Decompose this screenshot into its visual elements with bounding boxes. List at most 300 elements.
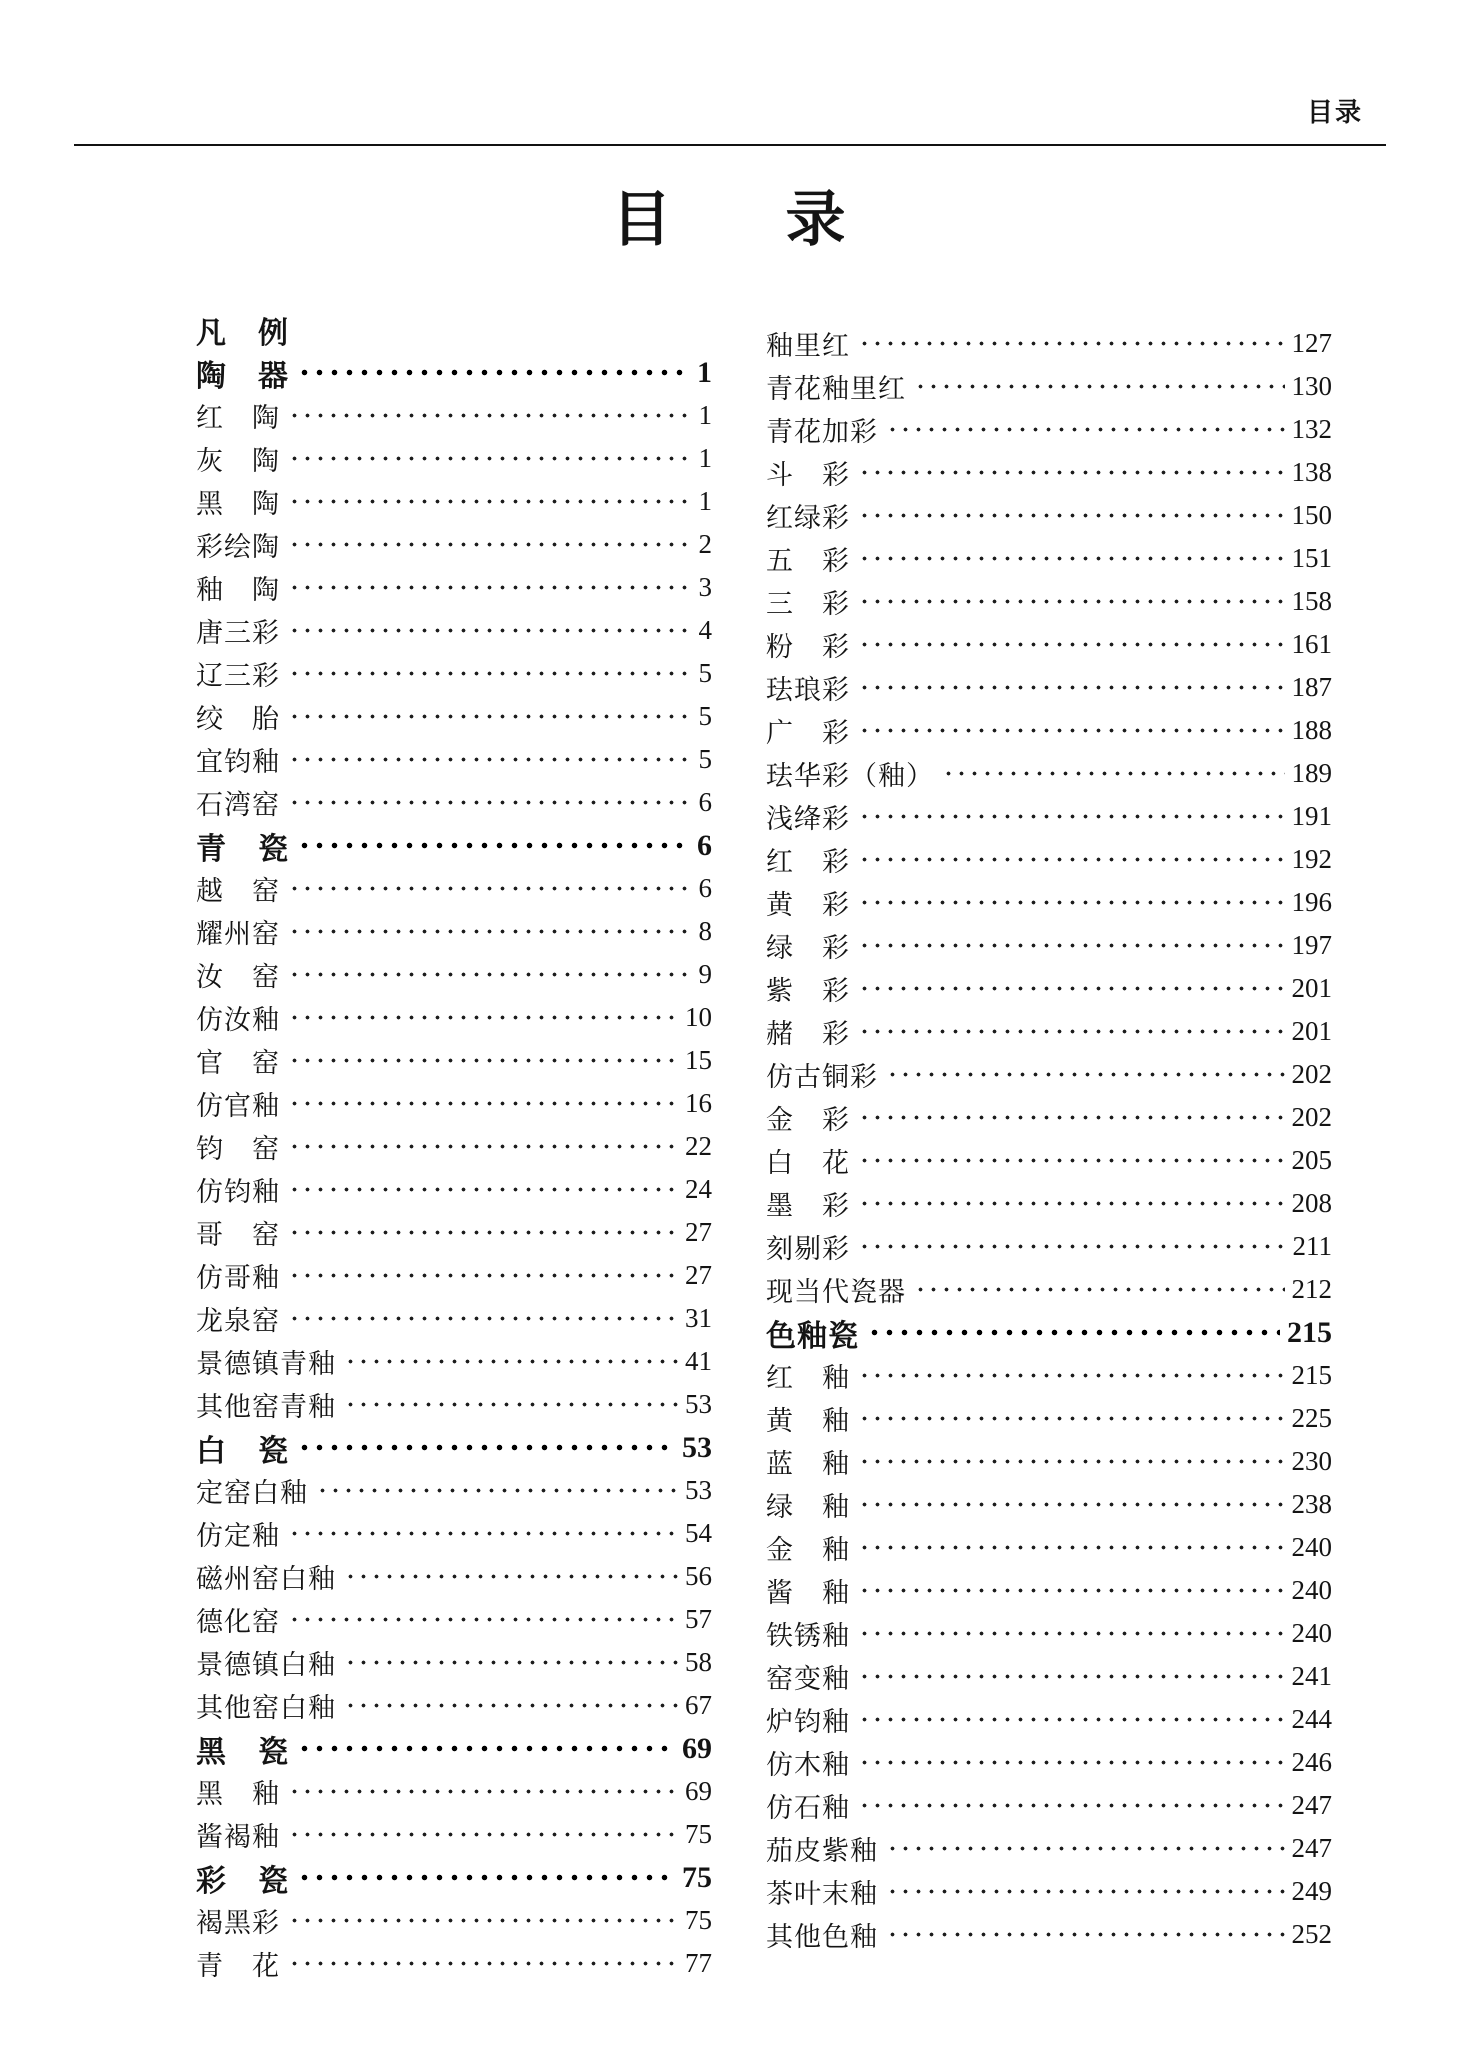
toc-entry [766,1569,1332,1612]
toc-entry-label: 陶 器 [196,359,289,393]
toc-entry-page: 205 [1291,1145,1332,1175]
dot-leader [858,666,1285,709]
toc-entry [196,480,712,523]
toc-entry [766,1526,1332,1569]
dot-leader [297,1727,675,1770]
toc-entry-page: 191 [1291,801,1332,831]
toc-entry [196,1598,712,1641]
dot-leader [297,824,690,867]
toc-entry-label: 龙泉窑 [196,1306,280,1336]
toc-entry-label: 刻剔彩 [766,1234,850,1264]
toc-entry [196,1813,712,1856]
toc-entry-page: 24 [685,1174,712,1204]
dot-leader [886,1870,1285,1913]
toc-entry-label: 景德镇青釉 [196,1349,336,1379]
toc-entry-page: 130 [1291,371,1332,401]
dot-leader [858,1569,1285,1612]
toc-entry-page: 1 [698,486,712,516]
toc-entry-page: 158 [1291,586,1332,616]
page-title: 目 录 [611,187,873,253]
dot-leader [344,1555,678,1598]
dot-leader [858,709,1285,752]
toc-entry [196,1684,712,1727]
toc-entry-label: 黑 陶 [196,489,280,519]
toc-entry-label: 仿汝釉 [196,1005,280,1035]
toc-entry [766,1139,1332,1182]
toc-entry-page: 75 [685,1819,712,1849]
toc-entry-label: 磁州窑白釉 [196,1564,336,1594]
toc-entry-label: 红绿彩 [766,503,850,533]
dot-leader [858,623,1285,666]
dot-leader [288,1899,678,1942]
dot-leader [297,1856,675,1899]
dot-leader [288,1942,678,1985]
toc-entry-label: 斗 彩 [766,460,850,490]
dot-leader [288,1813,678,1856]
toc-entry-label: 官 窑 [196,1048,280,1078]
toc-entry [196,1340,712,1383]
toc-entry [196,1039,712,1082]
dot-leader [288,566,692,609]
dot-leader [297,1426,675,1469]
toc-entry [196,996,712,1039]
toc-entry [766,1741,1332,1784]
toc-entry-page: 6 [697,828,712,862]
toc-entry-label: 凡 例 [196,316,289,350]
toc-entry [196,1555,712,1598]
toc-entry-label: 浅绛彩 [766,804,850,834]
dot-leader [288,738,692,781]
dot-leader [858,1440,1285,1483]
dot-leader [858,1225,1286,1268]
dot-leader [288,480,692,523]
dot-leader [858,1010,1285,1053]
toc-entry [196,1512,712,1555]
toc-entry-label: 茄皮紫釉 [766,1836,878,1866]
toc-entry-page: 230 [1291,1446,1332,1476]
toc-entry [196,1168,712,1211]
toc-entry-label: 茶叶末釉 [766,1879,878,1909]
toc-column-right [766,322,1332,1956]
toc-entry-page: 69 [685,1776,712,1806]
toc-entry-page: 57 [685,1604,712,1634]
dot-leader [858,1354,1285,1397]
toc-entry-page: 2 [698,529,712,559]
toc-entry [766,924,1332,967]
dot-leader [344,1383,678,1426]
toc-entry-page: 67 [685,1690,712,1720]
toc-entry [196,1254,712,1297]
toc-entry-page: 150 [1291,500,1332,530]
toc-entry [766,1182,1332,1225]
toc-entry-label: 现当代瓷器 [766,1277,906,1307]
dot-leader [858,1139,1285,1182]
toc-entry [766,666,1332,709]
toc-entry [766,1870,1332,1913]
toc-entry-page: 201 [1291,973,1332,1003]
toc-entry-label: 蓝 釉 [766,1449,850,1479]
dot-leader [288,1512,678,1555]
dot-leader [858,1784,1285,1827]
toc-entry-label: 红 彩 [766,847,850,877]
toc-entry [766,494,1332,537]
toc-entry [766,881,1332,924]
toc-entry [196,1727,712,1770]
toc-entry-page: 201 [1291,1016,1332,1046]
toc-entry-label: 褐黑彩 [196,1908,280,1938]
toc-entry [766,365,1332,408]
toc-entry-page: 3 [698,572,712,602]
dot-leader [858,580,1285,623]
toc-entry [766,1053,1332,1096]
toc-entry-page: 16 [685,1088,712,1118]
dot-leader [858,537,1285,580]
toc-entry-label: 紫 彩 [766,976,850,1006]
dot-leader [288,437,692,480]
toc-entry-label: 窑变釉 [766,1664,850,1694]
toc-entry [766,752,1332,795]
toc-entry-page: 138 [1291,457,1332,487]
dot-leader [858,881,1285,924]
toc-column-left [196,308,712,1985]
toc-entry-label: 酱 釉 [766,1578,850,1608]
dot-leader [942,752,1285,795]
toc-entry-page: 188 [1291,715,1332,745]
toc-entry-label: 仿哥釉 [196,1263,280,1293]
toc-entry-page: 53 [682,1430,712,1464]
toc-entry-label: 绿 釉 [766,1492,850,1522]
toc-entry-label: 白 瓷 [196,1434,289,1468]
toc-entry-label: 仿钧釉 [196,1177,280,1207]
toc-entry-label: 金 釉 [766,1535,850,1565]
toc-entry-label: 汝 窑 [196,962,280,992]
toc-entry [196,1770,712,1813]
dot-leader [858,967,1285,1010]
dot-leader [288,910,692,953]
toc-entry-label: 五 彩 [766,546,850,576]
toc-entry-page: 41 [685,1346,712,1376]
toc-entry-page: 8 [698,916,712,946]
dot-leader [316,1469,678,1512]
toc-entry-label: 仿木釉 [766,1750,850,1780]
toc-entry-label: 石湾窑 [196,790,280,820]
toc-entry-page: 161 [1291,629,1332,659]
toc-entry [196,1641,712,1684]
toc-entry [196,351,712,394]
dot-leader [914,1268,1285,1311]
toc-entry [196,437,712,480]
toc-entry [196,867,712,910]
toc-entry-page: 240 [1291,1618,1332,1648]
toc-entry-label: 青 瓷 [196,832,289,866]
toc-entry [196,1383,712,1426]
toc-entry-label: 德化窑 [196,1607,280,1637]
toc-entry-label: 黑 釉 [196,1779,280,1809]
toc-entry [196,824,712,867]
dot-leader [288,1125,678,1168]
dot-leader [288,1082,678,1125]
toc-entry-page: 5 [698,701,712,731]
toc-entry [766,795,1332,838]
toc-entry-label: 耀州窑 [196,919,280,949]
toc-entry-label: 粉 彩 [766,632,850,662]
toc-entry-label: 唐三彩 [196,618,280,648]
toc-entry-page: 211 [1292,1231,1332,1261]
dot-leader [858,1096,1285,1139]
toc-entry [766,322,1332,365]
toc-entry-label: 青 花 [196,1951,280,1981]
toc-entry-label: 彩绘陶 [196,532,280,562]
toc-entry [766,967,1332,1010]
toc-entry-page: 196 [1291,887,1332,917]
toc-entry [196,738,712,781]
toc-entry [196,308,712,351]
dot-leader [886,1827,1285,1870]
dot-leader [858,494,1285,537]
toc-entry-page: 69 [682,1731,712,1765]
toc-entry-label: 宜钧釉 [196,747,280,777]
toc-entry-page: 249 [1291,1876,1332,1906]
toc-entry-page: 208 [1291,1188,1332,1218]
toc-entry-page: 212 [1291,1274,1332,1304]
dot-leader [858,924,1285,967]
toc-entry-label: 色釉瓷 [766,1319,859,1353]
dot-leader [288,1297,678,1340]
toc-entry-page: 127 [1291,328,1332,358]
dot-leader [886,1913,1285,1956]
dot-leader [297,351,690,394]
toc-entry-label: 釉 陶 [196,575,280,605]
toc-entry-label: 越 窑 [196,876,280,906]
toc-entry-label: 铁锈釉 [766,1621,850,1651]
dot-leader [288,1598,678,1641]
toc-entry-page: 192 [1291,844,1332,874]
toc-entry [766,1913,1332,1956]
toc-entry-page: 1 [698,400,712,430]
toc-entry-page: 6 [698,787,712,817]
dot-leader [858,795,1285,838]
dot-leader [858,1612,1285,1655]
toc-entry-label: 红 陶 [196,403,280,433]
toc-entry [766,623,1332,666]
dot-leader [288,781,692,824]
toc-entry-page: 197 [1291,930,1332,960]
toc-entry-page: 75 [685,1905,712,1935]
toc-entry-label: 钧 窑 [196,1134,280,1164]
toc-entry [196,695,712,738]
toc-entry [766,1483,1332,1526]
toc-entry [766,1268,1332,1311]
toc-entry [766,1612,1332,1655]
toc-entry [766,1827,1332,1870]
toc-entry-label: 釉里红 [766,331,850,361]
toc-entry-page: 58 [685,1647,712,1677]
running-header: 目录 [1306,98,1363,127]
dot-leader [288,1770,678,1813]
toc-entry-label: 黄 彩 [766,890,850,920]
toc-entry [196,910,712,953]
toc-entry [196,1856,712,1899]
toc-entry [766,1698,1332,1741]
dot-leader [886,1053,1285,1096]
toc-entry-page: 9 [698,959,712,989]
toc-entry-label: 定窑白釉 [196,1478,308,1508]
dot-leader [344,1340,678,1383]
toc-entry-page: 5 [698,658,712,688]
toc-entry-page: 189 [1291,758,1332,788]
toc-entry-page: 53 [685,1475,712,1505]
toc-entry-page: 246 [1291,1747,1332,1777]
toc-entry [196,1297,712,1340]
toc-entry-label: 景德镇白釉 [196,1650,336,1680]
toc-entry-label: 珐琅彩 [766,675,850,705]
toc-entry [196,652,712,695]
toc-entry [766,1311,1332,1354]
dot-leader [858,1397,1285,1440]
toc-entry [196,1125,712,1168]
dot-leader [858,1182,1285,1225]
toc-entry-page: 77 [685,1948,712,1978]
dot-leader [858,1483,1285,1526]
toc-entry [766,1225,1332,1268]
dot-leader [858,1655,1285,1698]
toc-entry [196,609,712,652]
toc-entry-page: 75 [682,1860,712,1894]
toc-entry [196,953,712,996]
toc-entry [196,1942,712,1985]
toc-entry-page: 247 [1291,1790,1332,1820]
toc-entry [766,1440,1332,1483]
toc-entry-page: 252 [1291,1919,1332,1949]
toc-entry-label: 黑 瓷 [196,1735,289,1769]
toc-entry-page: 244 [1291,1704,1332,1734]
toc-entry-page: 22 [685,1131,712,1161]
toc-entry [766,1010,1332,1053]
toc-entry [196,394,712,437]
dot-leader [867,1311,1280,1354]
toc-entry-label: 珐华彩（釉） [766,761,934,791]
toc-entry-label: 哥 窑 [196,1220,280,1250]
toc-entry-label: 仿定釉 [196,1521,280,1551]
toc-entry [196,523,712,566]
toc-entry-label: 三 彩 [766,589,850,619]
toc-entry [196,1469,712,1512]
toc-entry-page: 27 [685,1260,712,1290]
toc-entry [196,1082,712,1125]
toc-entry-label: 其他窑白釉 [196,1693,336,1723]
toc-entry [766,537,1332,580]
toc-entry-page: 1 [698,443,712,473]
toc-entry-label: 彩 瓷 [196,1864,289,1898]
toc-entry-page: 4 [698,615,712,645]
toc-entry-page: 10 [685,1002,712,1032]
toc-entry [196,1899,712,1942]
toc-entry-label: 广 彩 [766,718,850,748]
toc-entry-label: 青花釉里红 [766,374,906,404]
dot-leader [288,695,692,738]
dot-leader [858,322,1285,365]
toc-entry-label: 酱褐釉 [196,1822,280,1852]
toc-entry-page: 6 [698,873,712,903]
dot-leader [858,451,1285,494]
dot-leader [288,394,692,437]
toc-entry-label: 仿石釉 [766,1793,850,1823]
toc-entry-page: 202 [1291,1102,1332,1132]
dot-leader [288,1254,678,1297]
dot-leader [288,1039,678,1082]
toc-entry-label: 绿 彩 [766,933,850,963]
toc-entry [766,451,1332,494]
toc-entry-label: 辽三彩 [196,661,280,691]
toc-entry-label: 炉钧釉 [766,1707,850,1737]
toc-entry [766,408,1332,451]
toc-entry-page: 247 [1291,1833,1332,1863]
toc-entry [766,1096,1332,1139]
dot-leader [288,652,692,695]
toc-entry-page: 31 [685,1303,712,1333]
header-rule [74,144,1386,146]
toc-entry-label: 其他窑青釉 [196,1392,336,1422]
toc-entry-page: 225 [1291,1403,1332,1433]
toc-entry-page: 215 [1287,1315,1332,1349]
toc-entry-page: 202 [1291,1059,1332,1089]
dot-leader [858,1698,1285,1741]
dot-leader [886,408,1285,451]
toc-entry [766,838,1332,881]
toc-entry [766,1655,1332,1698]
toc-entry-label: 墨 彩 [766,1191,850,1221]
toc-entry [766,1354,1332,1397]
toc-entry-page: 5 [698,744,712,774]
dot-leader [288,996,678,1039]
toc-entry-page: 15 [685,1045,712,1075]
toc-entry [766,1397,1332,1440]
toc-entry-page: 151 [1291,543,1332,573]
toc-entry-label: 黄 釉 [766,1406,850,1436]
toc-entry-page: 241 [1291,1661,1332,1691]
toc-entry [196,781,712,824]
toc-entry-page: 240 [1291,1532,1332,1562]
dot-leader [288,523,692,566]
toc-entry-page: 1 [697,355,712,389]
toc-entry-label: 灰 陶 [196,446,280,476]
dot-leader [858,838,1285,881]
toc-entry-label: 青花加彩 [766,417,878,447]
dot-leader [344,1684,678,1727]
dot-leader [858,1741,1285,1784]
toc-entry-label: 金 彩 [766,1105,850,1135]
dot-leader [288,1211,678,1254]
toc-entry-page: 187 [1291,672,1332,702]
toc-entry-page: 238 [1291,1489,1332,1519]
toc-entry-label: 白 花 [766,1148,850,1178]
toc-entry-page: 53 [685,1389,712,1419]
toc-entry [766,580,1332,623]
toc-entry-label: 绞 胎 [196,704,280,734]
dot-leader [288,867,692,910]
dot-leader [288,953,692,996]
toc-entry [766,709,1332,752]
dot-leader [344,1641,678,1684]
toc-entry [196,1211,712,1254]
toc-entry-label: 红 釉 [766,1363,850,1393]
toc-entry-page: 132 [1291,414,1332,444]
dot-leader [288,609,692,652]
toc-entry-page: 27 [685,1217,712,1247]
dot-leader [858,1526,1285,1569]
toc-entry-page: 56 [685,1561,712,1591]
dot-leader [288,1168,678,1211]
